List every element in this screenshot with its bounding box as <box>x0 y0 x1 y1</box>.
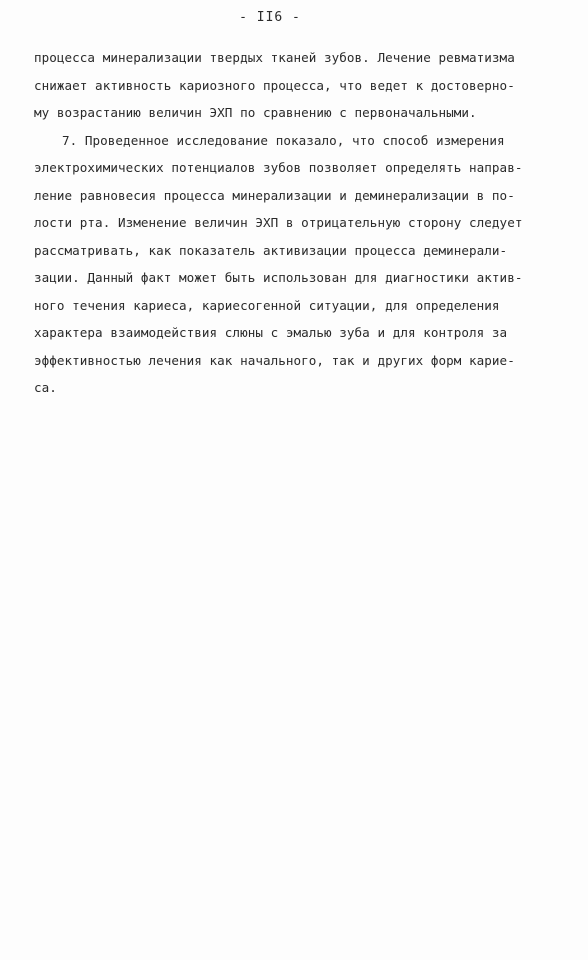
text-line: му возрастанию величин ЭХП по сравнению с первоначальными. <box>34 105 477 120</box>
paragraph-start-line: 7. Проведенное исследование показало, что способ измерения <box>62 132 505 148</box>
text-line: са. <box>34 380 57 395</box>
text-line: ного течения кариеса, кариесогенной ситуации, для определения <box>34 297 500 313</box>
body-text <box>34 44 554 402</box>
text-line: электрохимических потенциалов зубов позволяет определять направ- <box>34 160 523 175</box>
page-number: - II6 - <box>239 10 301 25</box>
text-line: зации. Данный факт может быть использован для диагностики актив- <box>34 270 523 285</box>
text-line: лости рта. Изменение величин ЭХП в отрицательную сторону следует <box>34 215 523 230</box>
text-line: рассматривать, как показатель активизации процесса деминерали- <box>34 242 508 258</box>
text-line: процесса минерализации твердых тканей зубов. Лечение ревматизма <box>34 50 515 65</box>
text-line: характера взаимодействия слюны с эмалью зуба и для контроля за <box>34 325 508 340</box>
text-line: снижает активность кариозного процесса, что ведет к достоверно- <box>34 77 515 93</box>
text-line: эффективностью лечения как начального, так и других форм карие- <box>34 352 515 368</box>
text-line: ление равновесия процесса минерализации и деминерализации в по- <box>34 187 515 203</box>
